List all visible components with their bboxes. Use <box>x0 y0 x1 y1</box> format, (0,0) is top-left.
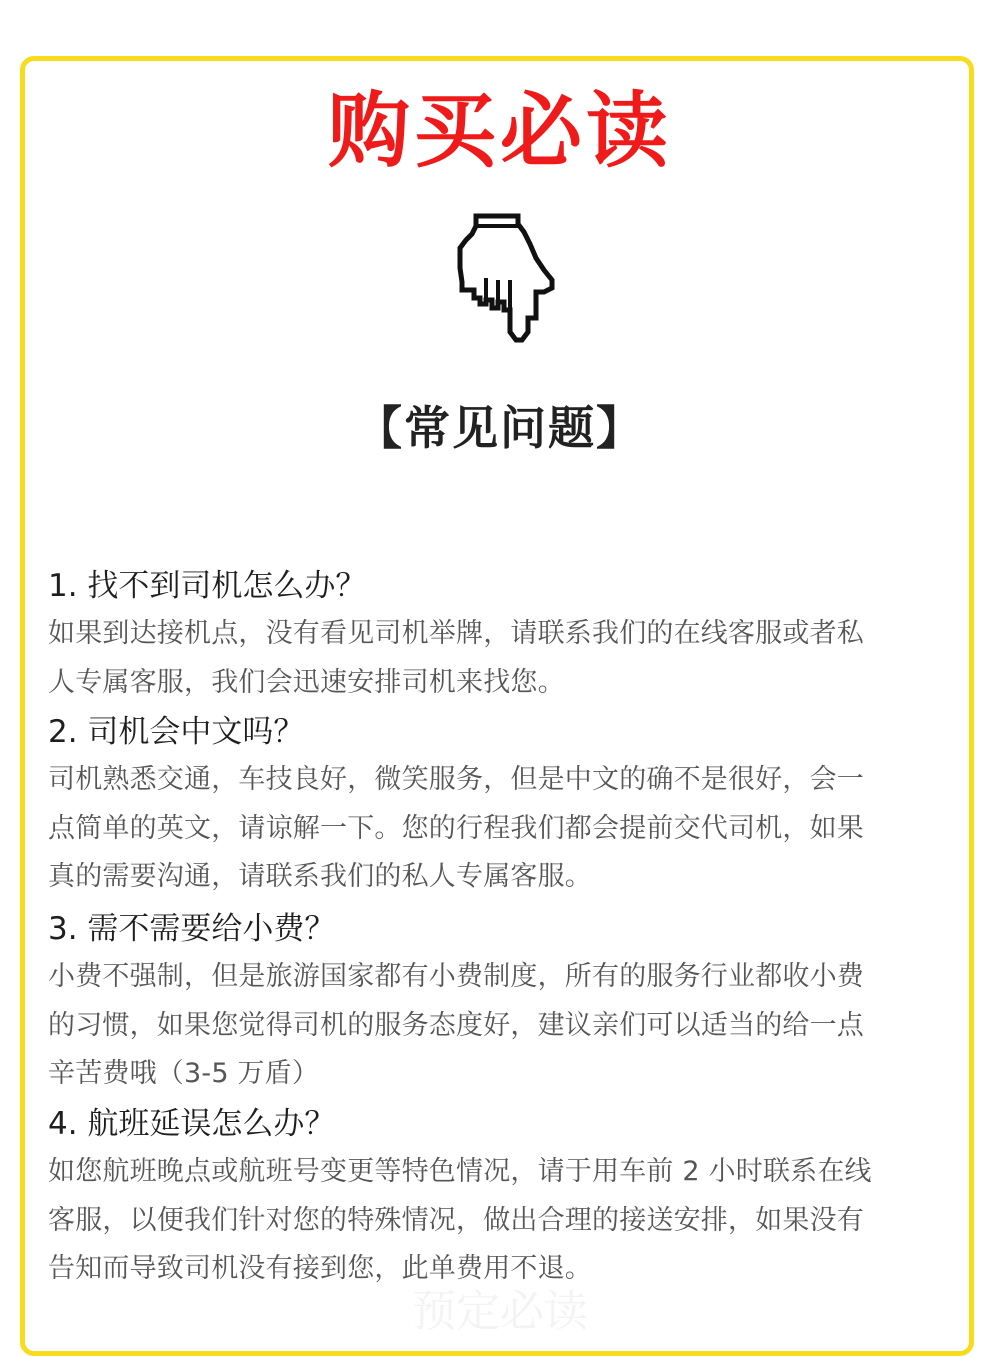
faq-answer <box>48 610 960 707</box>
faq-item <box>48 708 960 902</box>
answer-line: 告知而导致司机没有接到您，此单费用不退。 <box>48 1253 592 1284</box>
faq-item <box>48 1100 960 1294</box>
faq-answer <box>48 1148 960 1294</box>
answer-line: 的习惯，如果您觉得司机的服务态度好，建议亲们可以适当的给一点 <box>48 1009 864 1041</box>
answer-line: 人专属客服，我们会迅速安排司机来找您。 <box>48 666 565 698</box>
faq-question: 3. 需不需要给小费？ <box>48 911 336 947</box>
watermark-text: 预定必读 <box>412 1286 588 1337</box>
answer-line: 真的需要沟通，请联系我们的私人专属客服。 <box>48 861 592 892</box>
faq-question: 4. 航班延误怎么办？ <box>48 1106 336 1142</box>
faq-answer <box>48 953 960 1099</box>
section-title: 【常见问题】 <box>356 401 644 455</box>
faq-item <box>48 905 960 1099</box>
answer-line: 小费不强制，但是旅游国家都有小费制度，所有的服务行业都收小费 <box>48 961 864 992</box>
faq-question: 1. 找不到司机怎么办？ <box>48 568 367 604</box>
answer-line: 客服，以便我们针对您的特殊情况，做出合理的接送安排，如果没有 <box>48 1204 864 1236</box>
faq-item <box>48 562 960 707</box>
answer-line: 如您航班晚点或航班号变更等特色情况，请于用车前 2 小时联系在线 <box>48 1156 872 1187</box>
answer-line: 如果到达接机点，没有看见司机举牌，请联系我们的在线客服或者私 <box>48 618 864 649</box>
answer-line: 司机熟悉交通，车技良好，微笑服务，但是中文的确不是很好，会一 <box>48 764 864 795</box>
page-title: 购买必读 <box>327 84 672 179</box>
faq-question: 2. 司机会中文吗？ <box>48 714 305 750</box>
answer-line: 点简单的英文，请谅解一下。您的行程我们都会提前交代司机，如果 <box>48 812 864 844</box>
answer-line: 辛苦费哦（3-5 万盾） <box>48 1058 320 1089</box>
pointing-down-hand-icon <box>452 208 560 346</box>
faq-answer <box>48 756 960 902</box>
